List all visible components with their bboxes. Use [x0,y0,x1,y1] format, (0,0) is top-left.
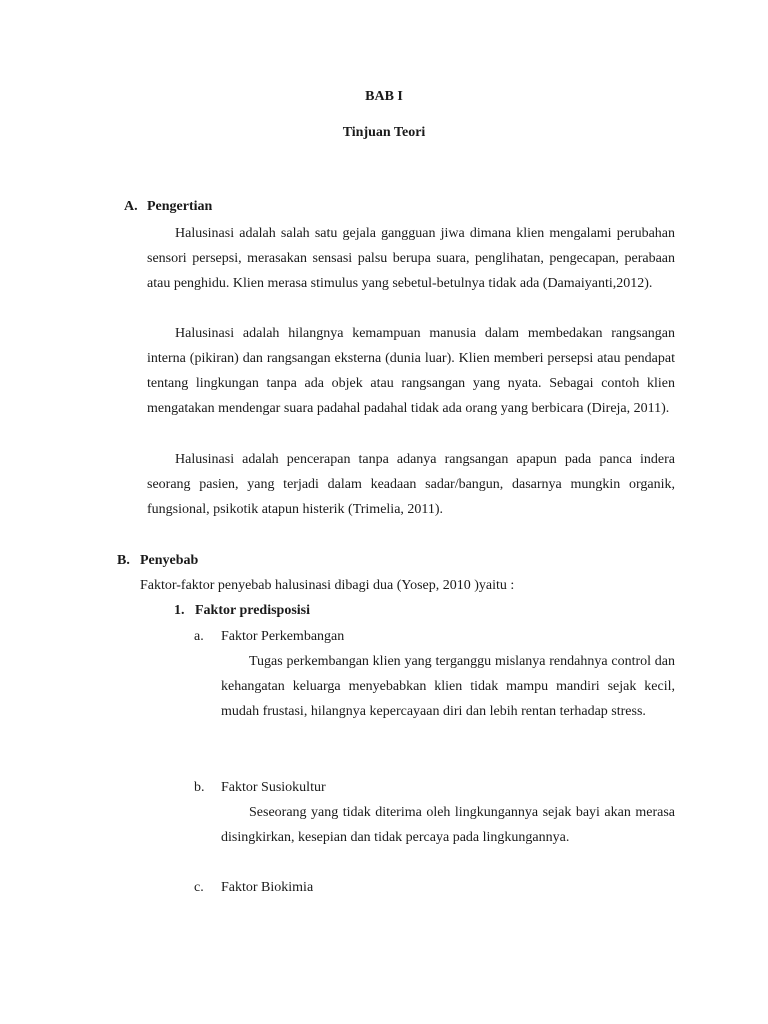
section-a-paragraph-3-text: Halusinasi adalah pencerapan tanpa adanya rangsangan apapun pada panca indera seorang pasien, yang terjadi dalam keadaan sadar/bangun, dasarnya mungkin organik, fungsional, psikotik atapun histerik (Trimelia, 2011). [147,452,675,517]
item-b-title: Faktor Susiokultur [221,780,326,795]
section-a-paragraph-3 [147,447,675,522]
sub1-marker: 1. [174,603,185,618]
item-b-text-body: Seseorang yang tidak diterima oleh lingkungannya sejak bayi akan merasa disingkirkan, kesepian dan tidak percaya pada lingkungannya. [221,805,675,845]
section-a-paragraph-1 [147,221,675,296]
section-b-intro: Faktor-faktor penyebab halusinasi dibagi dua (Yosep, 2010 )yaitu : [140,578,515,593]
section-a-marker: A. [124,199,138,214]
item-c-title: Faktor Biokimia [221,880,314,895]
item-c-marker: c. [194,880,204,895]
item-a-title: Faktor Perkembangan [221,629,345,644]
section-a-paragraph-2 [147,321,675,421]
item-a-text [221,649,675,724]
section-a-paragraph-2-text: Halusinasi adalah hilangnya kemampuan manusia dalam membedakan rangsangan interna (pikiran) dan rangsangan eksterna (dunia luar). Klien memberi persepsi atau pendapat tentang lingkungan tanpa ada objek atau rangsangan yang nyata. Sebagai contoh klien mengatakan mendengar suara padahal padahal tidak ada orang yang berbicara (Direja, 2011). [147,326,675,416]
item-b-marker: b. [194,780,205,795]
sub1-title: Faktor predisposisi [195,603,311,618]
section-a-title: Pengertian [147,199,213,214]
section-b-title: Penyebab [140,553,199,568]
item-a-marker: a. [194,629,204,644]
item-a-text-body: Tugas perkembangan klien yang terganggu mislanya rendahnya control dan kehangatan keluarga menyebabkan klien tidak mampu mandiri sejak kecil, mudah frustasi, hilangnya kepercayaan diri dan lebih rentan terhadap stress. [221,654,675,719]
chapter-title: Tinjuan Teori [342,125,426,140]
chapter-label: BAB I [365,89,403,104]
section-b-marker: B. [117,553,130,568]
section-a-paragraph-1-text: Halusinasi adalah salah satu gejala gangguan jiwa dimana klien mengalami perubahan sensori persepsi, merasakan sensasi palsu berupa suara, penglihatan, pengecapan, perabaan atau penghidu. Klien merasa stimulus yang sebetul-betulnya tidak ada (Damaiyanti,2012). [147,226,675,291]
item-b-text [221,800,675,850]
